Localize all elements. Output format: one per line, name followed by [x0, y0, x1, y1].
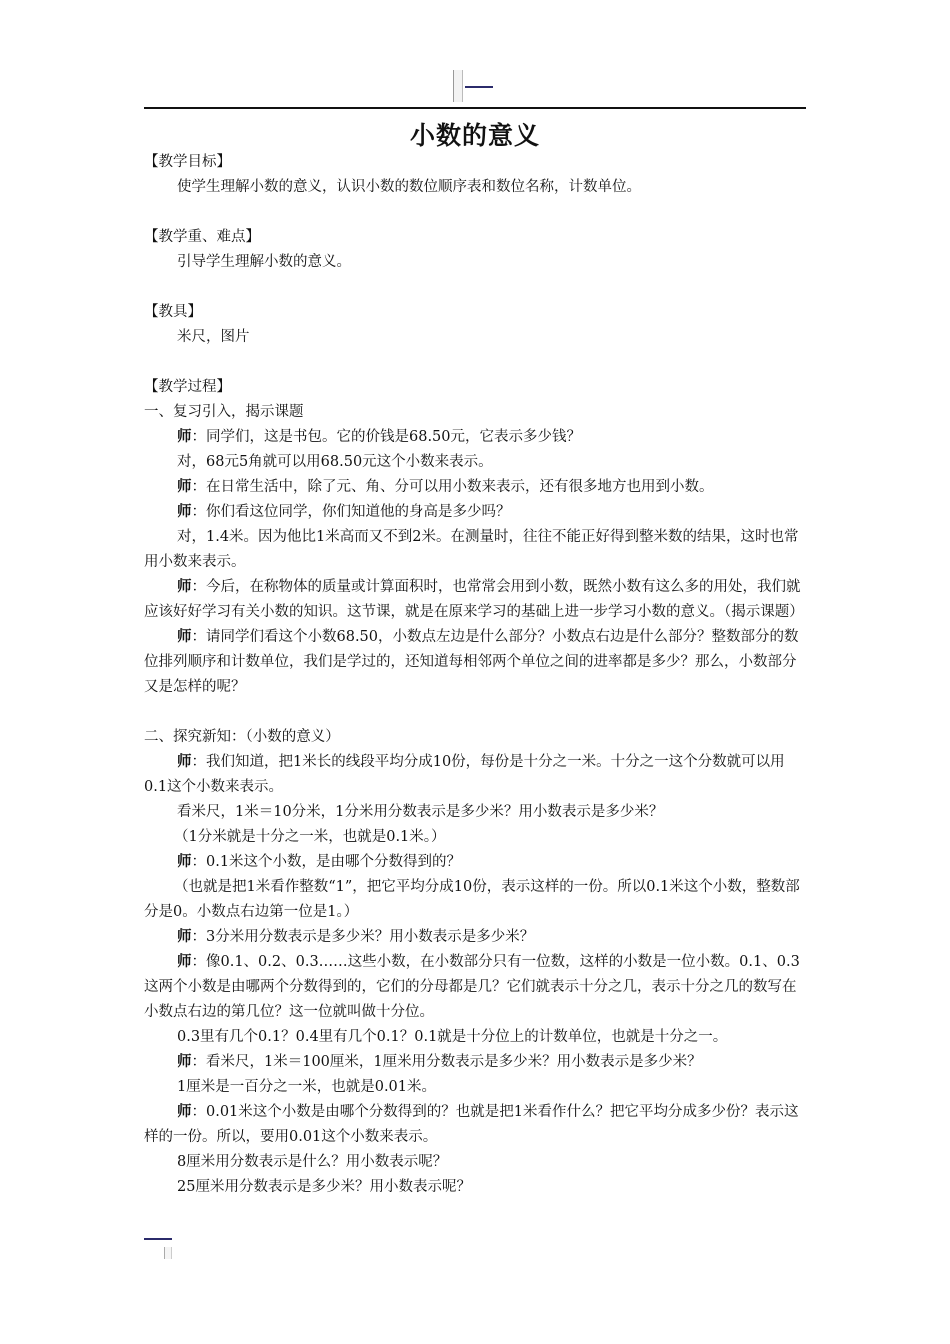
- footer-accent-line: [144, 1238, 172, 1240]
- paragraph: 师：同学们，这是书包。它的价钱是68.50元，它表示多少钱？: [177, 429, 582, 445]
- paragraph: 师：0.1米这个小数，是由哪个分数得到的？: [177, 854, 462, 870]
- paragraph: 25厘米用分数表示是多少米？用小数表示呢？: [177, 1179, 471, 1195]
- tools-text: 米尺，图片: [177, 329, 250, 345]
- paragraph: 对，68元5角就可以用68.50元这个小数来表示。: [177, 454, 493, 470]
- speaker-label: 师: [177, 1054, 192, 1070]
- paragraph: 1厘米是一百分之一米，也就是0.01米。: [177, 1079, 437, 1095]
- speaker-label: 师: [177, 579, 192, 595]
- process-heading: 【教学过程】: [144, 379, 231, 395]
- paragraph: 师：你们看这位同学，你们知道他的身高是多少吗？: [177, 504, 511, 520]
- paragraph: 师：0.01米这个小数是由哪个分数得到的？也就是把1米看作什么？把它平均分成多少份？表示这样的一份。所以，要用0.01这个小数来表示。: [144, 1104, 799, 1145]
- document-body: [144, 150, 806, 1200]
- paragraph: 对，1.4米。因为他比1米高而又不到2米。在测量时，往往不能正好得到整米数的结果，这时也常用小数来表示。: [144, 529, 799, 570]
- paragraph: 师：我们知道，把1米长的线段平均分成10份，每份是十分之一米。十分之一这个分数就可以用0.1这个小数来表示。: [144, 754, 785, 795]
- paragraph: 师：3分米用分数表示是多少米？用小数表示是多少米？: [177, 929, 535, 945]
- speaker-label: 师: [177, 1104, 192, 1120]
- speaker-label: 师: [177, 629, 192, 645]
- header-rule: [144, 107, 806, 109]
- speaker-label: 师: [177, 854, 192, 870]
- speaker-label: 师: [177, 754, 192, 770]
- goal-heading: 【教学目标】: [144, 154, 231, 170]
- speaker-label: 师: [177, 479, 192, 495]
- speaker-label: 师: [177, 929, 192, 945]
- header-logo: [453, 70, 463, 102]
- paragraph: 0.3里有几个0.1？0.4里有几个0.1？0.1就是十分位上的计数单位，也就是十分之一。: [177, 1029, 728, 1045]
- part1-heading: 一、复习引入，揭示课题: [144, 404, 304, 420]
- speaker-label: 师: [177, 504, 192, 520]
- key-text: 引导学生理解小数的意义。: [177, 254, 351, 270]
- key-heading: 【教学重、难点】: [144, 229, 260, 245]
- speaker-label: 师: [177, 429, 192, 445]
- part2-heading: 二、探究新知：（小数的意义）: [144, 729, 340, 745]
- paragraph: （1分米就是十分之一米，也就是0.1米。）: [174, 829, 446, 845]
- header-accent-line: [465, 86, 493, 88]
- paragraph: 师：看米尺，1米＝100厘米，1厘米用分数表示是多少米？用小数表示是多少米？: [177, 1054, 702, 1070]
- goal-text: 使学生理解小数的意义，认识小数的数位顺序表和数位名称，计数单位。: [177, 179, 641, 195]
- paragraph: 看米尺，1米＝10分米，1分米用分数表示是多少米？用小数表示是多少米？: [177, 804, 664, 820]
- paragraph: （也就是把1米看作整数“1”，把它平均分成10份，表示这样的一份。所以0.1米这个小数，整数部分是0。小数点右边第一位是1。）: [144, 879, 800, 920]
- paragraph: 师：请同学们看这个小数68.50，小数点左边是什么部分？小数点右边是什么部分？整数部分的数位排列顺序和计数单位，我们是学过的，还知道每相邻两个单位之间的进率都是多少？那么，小数部分又是怎样的呢？: [144, 629, 799, 695]
- page-title: 小数的意义: [409, 121, 540, 150]
- paragraph: 师：今后，在称物体的质量或计算面积时，也常常会用到小数，既然小数有这么多的用处，我们就应该好好学习有关小数的知识。这节课，就是在原来学习的基础上进一步学习小数的意义。（揭示课题）: [144, 579, 804, 620]
- tools-heading: 【教具】: [144, 304, 202, 320]
- paragraph: 师：在日常生活中，除了元、角、分可以用小数来表示，还有很多地方也用到小数。: [177, 479, 714, 495]
- paragraph: 8厘米用分数表示是什么？用小数表示呢？: [177, 1154, 448, 1170]
- footer-logo: [164, 1247, 172, 1259]
- paragraph: 师：像0.1、0.2、0.3……这些小数，在小数部分只有一位数，这样的小数是一位小数。0.1、0.3这两个小数是由哪两个分数得到的，它们的分母都是几？它们就表示十分之几，表示十分之几的数写在小数点右边的第几位？这一位就叫做十分位。: [144, 954, 800, 1020]
- speaker-label: 师: [177, 954, 192, 970]
